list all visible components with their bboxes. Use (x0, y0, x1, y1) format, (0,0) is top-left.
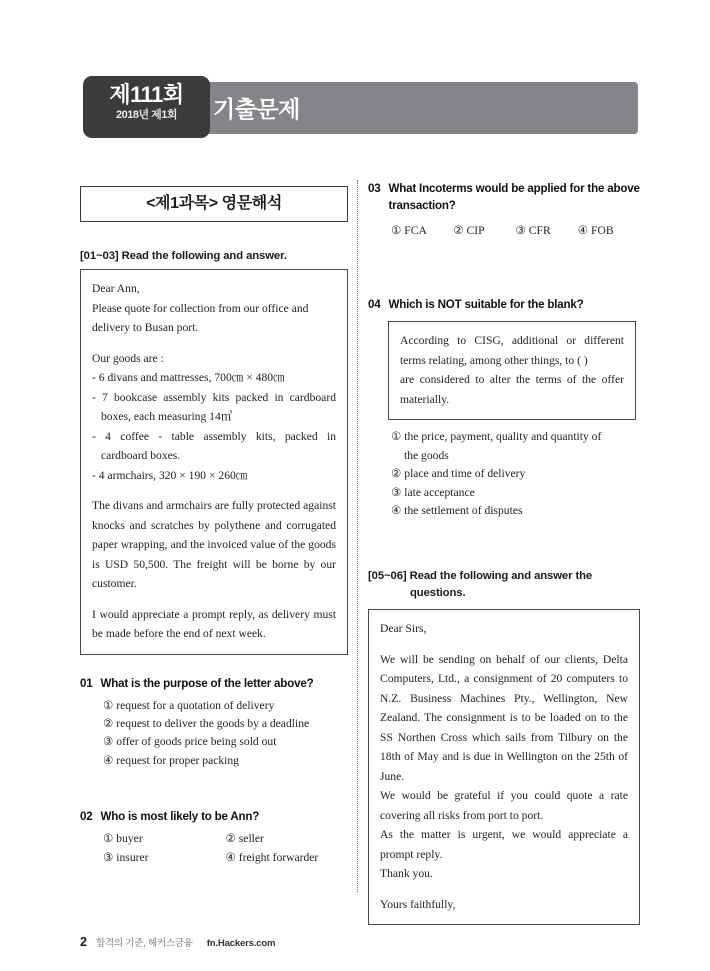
question-01-number: 01 (80, 676, 93, 690)
question-02-choices (80, 830, 348, 867)
passage2-salutation: Dear Sirs, (380, 622, 427, 636)
question-04-choice-3[interactable]: ③ late acceptance (391, 485, 475, 499)
right-column (368, 180, 640, 925)
left-column (80, 186, 348, 867)
question-01-choice-4[interactable]: ④ request for proper packing (103, 753, 239, 767)
question-03-text: What Incoterms would be applied for the above transaction? (388, 182, 640, 212)
exam-round-number: 제111회 (109, 82, 184, 107)
column-divider (357, 180, 358, 892)
question-04-choice-4[interactable]: ④ the settlement of disputes (391, 504, 523, 518)
passage2-para1: We will be sending on behalf of our clients, Delta Computers, Ltd., a consignment of 20 computers to N.Z. Business Machines Pty., Wellington, New Zealand. The consignment is to be loaded on to the SS Northen Cross which sails from Tilbury on the 18th of May and is due in Wellington on the 25th of June. (380, 652, 628, 783)
passage2-closing: Yours faithfully, (380, 897, 456, 911)
question-02-number: 02 (80, 810, 93, 824)
passage1-salutation: Dear Ann, (92, 282, 140, 295)
question-04-text: Which is NOT suitable for the blank? (388, 298, 584, 312)
question-03-choice-2[interactable]: ② CIP (453, 224, 485, 237)
question-04-choice-2[interactable]: ② place and time of delivery (391, 467, 526, 481)
question-02-head (80, 808, 348, 825)
passage3-line2: terms relating, among other things, to ( ) (400, 353, 588, 367)
passage1-item4: - 4 armchairs, 320 × 190 × 260㎝ (92, 468, 248, 482)
passage1-para3: I would appreciate a prompt reply, as delivery must be made before the end of next week. (92, 607, 336, 640)
instruction-set2-line1: [05~06] Read the following and answer the (368, 570, 593, 583)
question-04-choice-1-cont: the goods (404, 448, 449, 462)
question-04-choice-1[interactable]: ① the price, payment, quality and quantity of (391, 430, 602, 444)
passage1-line2: delivery to Busan port. (92, 321, 199, 334)
instruction-set1: [01~03] Read the following and answer. (80, 250, 287, 262)
question-02-text: Who is most likely to be Ann? (100, 810, 260, 824)
header-bar (145, 82, 638, 134)
passage1-line1: Please quote for collection from our office and (92, 301, 309, 315)
question-01-text: What is the purpose of the letter above? (100, 676, 314, 690)
passage3-line3: are considered to alter the terms of the offer (400, 373, 624, 387)
header-bar-title: 기출문제 (213, 95, 300, 122)
exam-round-year: 2018년 제1회 (115, 109, 178, 121)
passage2-para3: As the matter is urgent, we would appreciate a prompt reply. (380, 828, 628, 861)
passage1-para2: The divans and armchairs are fully protected against knocks and scratches by polythene and corrugated paper wrapping, and the invoiced value of the goods is USD 50,500. The freight will be borne by our customer. (92, 499, 336, 590)
passage1-item2-line1: - 7 bookcase assembly kits packed in cardboard (92, 390, 336, 404)
question-01-choice-1[interactable]: ① request for a quotation of delivery (103, 698, 275, 712)
question-02-choice-2[interactable]: ② seller (225, 832, 264, 846)
footer-website: fn.Hackers.com (206, 938, 276, 949)
question-04 (368, 296, 640, 520)
question-02-choice-4[interactable]: ④ freight forwarder (225, 850, 319, 864)
passage-letter-ann (80, 269, 348, 655)
passage2-para2: We would be grateful if you could quote a rate covering all risks from port to port. (380, 789, 628, 822)
passage1-item1: - 6 divans and mattresses, 700㎝ × 480㎝ (92, 371, 285, 384)
passage1-goods-intro: Our goods are : (92, 351, 164, 365)
question-03-number: 03 (368, 182, 381, 195)
question-03-choice-1[interactable]: ① FCA (391, 224, 427, 237)
question-04-head (368, 296, 640, 313)
question-01-choice-3[interactable]: ③ offer of goods price being sold out (103, 735, 277, 749)
question-01 (80, 675, 348, 771)
instruction-set2-line2: questions. (410, 587, 466, 600)
passage2-para4: Thank you. (380, 867, 433, 881)
question-03-choice-3[interactable]: ③ CFR (515, 224, 551, 237)
question-01-choice-2[interactable]: ② request to deliver the goods by a deadline (103, 716, 310, 730)
question-04-choices (368, 428, 640, 520)
passage1-item2-line2: boxes, each measuring 14㎥ (101, 410, 233, 423)
question-03-choice-4[interactable]: ④ FOB (577, 224, 614, 237)
question-01-head (80, 675, 348, 692)
passage3-line1: According to CISG, additional or different (400, 334, 624, 348)
question-02-choice-3[interactable]: ③ insurer (103, 850, 149, 864)
page-footer (80, 935, 275, 949)
passage1-item3-line2: cardboard boxes. (101, 449, 181, 462)
question-02 (80, 808, 348, 867)
exam-round-badge (83, 76, 210, 138)
subject-title-box: <제1과목> 영문해석 (80, 186, 348, 222)
page-number: 2 (80, 935, 87, 949)
passage3-line4: materially. (400, 392, 450, 406)
question-03-choices (368, 222, 640, 240)
passage1-item3-line1: - 4 coffee - table assembly kits, packed in (92, 429, 336, 443)
passage-cisg-blank (388, 321, 636, 420)
page-header (83, 76, 638, 138)
passage-letter-sirs (368, 609, 640, 925)
question-04-number: 04 (368, 298, 381, 312)
question-01-choices (80, 697, 348, 771)
question-03 (368, 180, 640, 240)
instruction-set2 (368, 568, 640, 602)
question-02-choice-1[interactable]: ① buyer (103, 832, 143, 846)
footer-slogan: 합격의 기준, 해커스금융 (95, 938, 193, 949)
question-03-head (368, 180, 640, 214)
